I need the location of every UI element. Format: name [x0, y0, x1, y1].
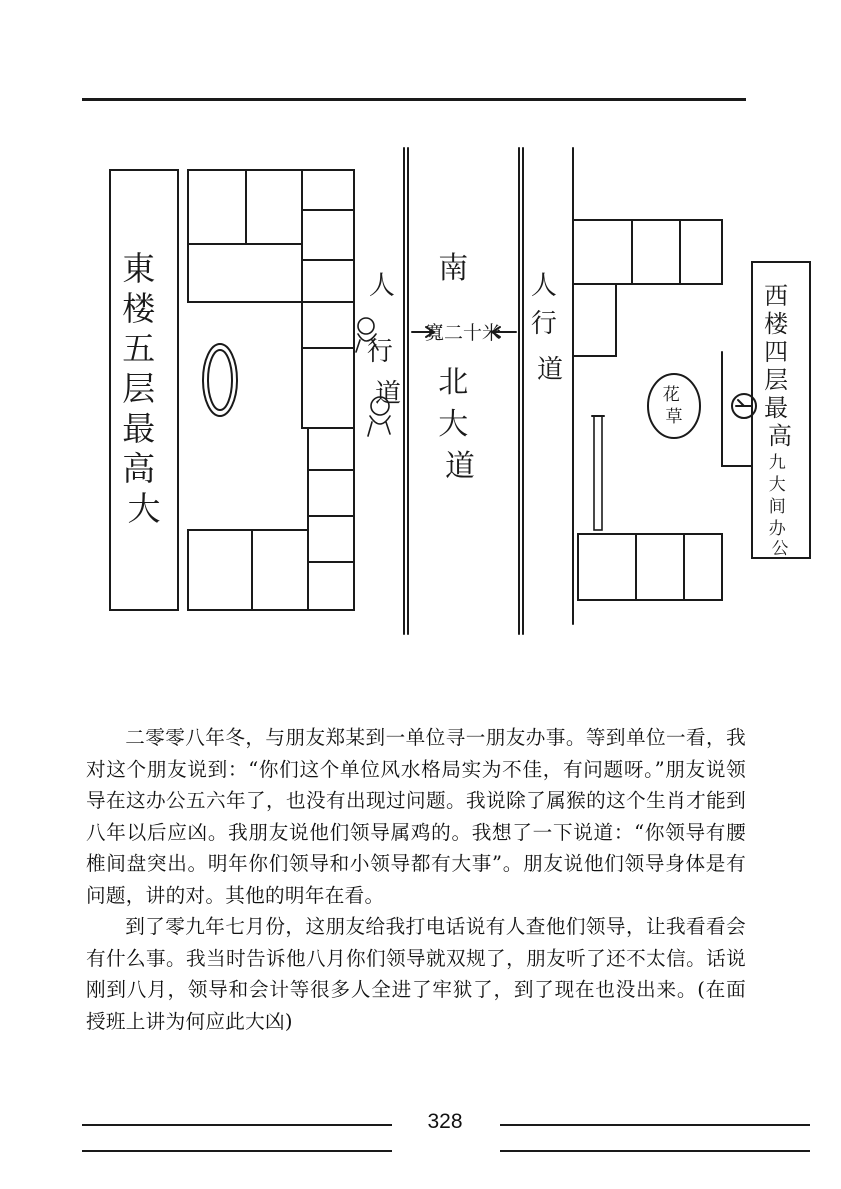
east-compound-wall	[188, 170, 354, 610]
post	[594, 416, 602, 530]
site-sketch	[96, 144, 818, 644]
svg-text:人 行 道: 人 行 道	[530, 271, 564, 385]
footer-rule-right-top	[500, 1124, 810, 1126]
right-sidewalk-label: 人	[530, 271, 557, 301]
svg-text:九 大 间 办: 九 大 间 办 公	[768, 453, 789, 559]
header-rule	[82, 98, 746, 101]
east-building-label: 東	[122, 249, 156, 288]
paragraph: 到了零九年七月份，这朋友给我打电话说有人查他们领导，让我看看会有什么事。我当时告诉他八月你们领导就双规了，朋友听了还不太信。话说刚到八月，领导和会计等很多人全进了牢狱了，到了现在也没出来。(在面授班上讲为何应此大凶)	[86, 915, 746, 1033]
garden	[648, 374, 700, 438]
svg-text:西 楼 四 层: 西 楼 四 层 最 高	[764, 282, 792, 450]
svg-text:花 草: 花 草	[662, 385, 683, 427]
pedestrian-figure	[356, 318, 390, 436]
footer-rule-right-bottom	[500, 1150, 810, 1152]
footer-rule-left-top	[82, 1124, 392, 1126]
entrance-path	[722, 352, 752, 466]
svg-text:南 北 大 道: 南 北 大 道	[438, 251, 475, 484]
garden-label: 花	[662, 385, 680, 405]
page-number: 328	[427, 1110, 463, 1133]
svg-text:人 行 道: 人 行 道	[366, 271, 402, 409]
road-width-label: 寬二十米	[424, 322, 502, 344]
body-text	[86, 722, 746, 1037]
left-sidewalk-label: 人	[368, 271, 395, 301]
footer-rule-left-bottom	[82, 1150, 392, 1152]
west-building-label: 西	[764, 282, 789, 310]
svg-text:東 楼 五 层: 東 楼 五 层 最 高 大	[122, 249, 161, 528]
paragraph: 二零零八年冬，与朋友郑某到一单位寻一朋友办事。等到单位一看，我对这个朋友说到：“你们这个单位风水格局实为不佳，有问题呀。”朋友说领导在这办公五六年了，也没有出现过问题。我说除了属猴的这个生肖才能到八年以后应凶。我朋友说他们领导属鸡的。我想了一下说道：“你领导有腰椎间盘突出。明年你们领导和小领导都有大事”。朋友说他们领导身体是有问题，讲的对。其他的明年在看。	[86, 726, 746, 907]
road-name: 南	[438, 251, 469, 286]
